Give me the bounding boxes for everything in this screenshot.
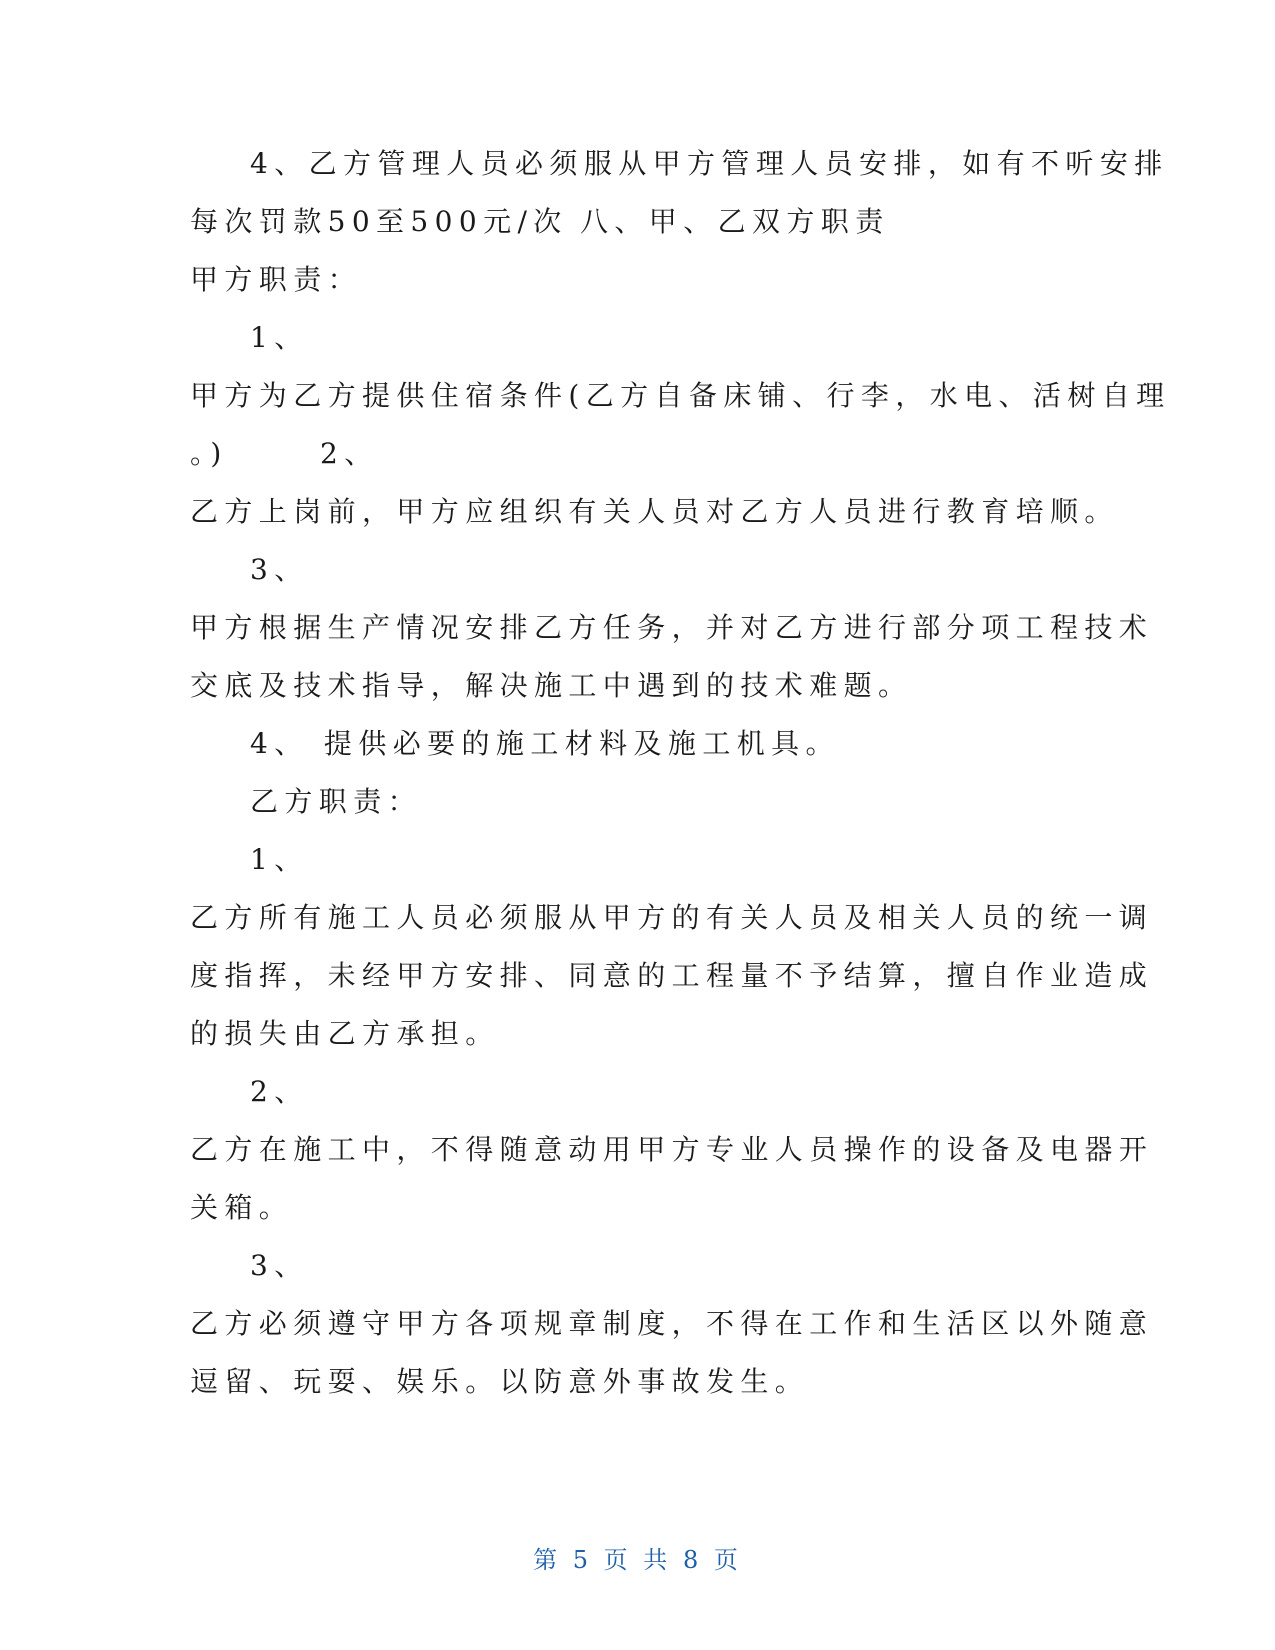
item-number: 2、 [320,437,379,470]
paragraph-line: 4、 提供必要的施工材料及施工机具。 [250,727,840,760]
paragraph-line: 交底及技术指导，解决施工中遇到的技术难题。 [190,669,913,702]
item-number: 1、 [250,321,309,354]
section-heading: 八、甲、乙双方职责 [580,205,890,238]
paragraph-tail: 。) [190,437,228,470]
paragraph-line: 的损失由乙方承担。 [190,1017,500,1050]
paragraph-line [190,202,890,242]
paragraph-line [190,434,379,474]
paragraph-line: 乙方必须遵守甲方各项规章制度，不得在工作和生活区以外随意 [190,1307,1154,1340]
paragraph-line: 关箱。 [190,1191,294,1224]
item-number: 2、 [250,1075,309,1108]
paragraph-line: 度指挥，未经甲方安排、同意的工程量不予结算，擅自作业造成 [190,959,1154,992]
item-number: 3、 [250,553,309,586]
paragraph-line: 乙方在施工中，不得随意动用甲方专业人员操作的设备及电器开 [190,1133,1154,1166]
item-number: 3、 [250,1249,309,1282]
page-number-footer: 第 5 页 共 8 页 [533,1546,742,1574]
paragraph-line: 乙方上岗前，甲方应组织有关人员对乙方人员进行教育培顺。 [190,495,1119,528]
item-number: 1、 [250,843,309,876]
paragraph-line: 甲方根据生产情况安排乙方任务，并对乙方进行部分项工程技术 [190,611,1154,644]
paragraph-line: 甲方为乙方提供住宿条件(乙方自备床铺、行李，水电、活树自理 [190,379,1171,412]
penalty-text: 每次罚款50至500元/次 [190,205,568,238]
subsection-heading: 乙方职责： [250,785,423,818]
subsection-heading: 甲方职责： [190,263,363,296]
paragraph-line: 4、乙方管理人员必须服从甲方管理人员安排，如有不听安排 [250,147,1169,180]
paragraph-line: 乙方所有施工人员必须服从甲方的有关人员及相关人员的统一调 [190,901,1154,934]
paragraph-line: 逗留、玩耍、娱乐。以防意外事故发生。 [190,1365,810,1398]
